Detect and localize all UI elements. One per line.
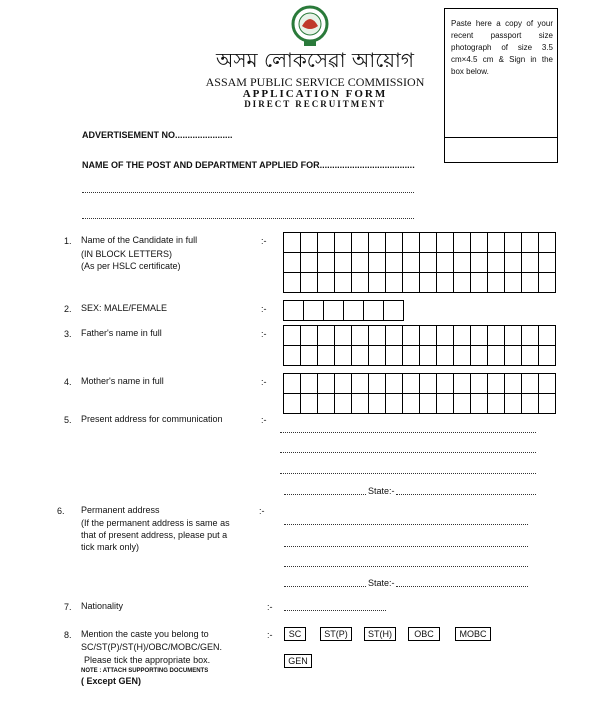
father-name-grid[interactable] [283, 325, 556, 366]
post-line-1[interactable] [82, 192, 414, 193]
letter-cell[interactable] [471, 253, 488, 273]
post-label: NAME OF THE POST AND DEPARTMENT APPLIED FOR...................................... [82, 160, 415, 170]
letter-cell[interactable] [352, 394, 369, 414]
letter-cell[interactable] [522, 394, 539, 414]
letter-cell[interactable] [369, 326, 386, 346]
letter-cell[interactable] [335, 273, 352, 293]
letter-cell[interactable] [301, 394, 318, 414]
letter-cell[interactable] [488, 253, 505, 273]
field-4-separator: :- [261, 377, 267, 387]
letter-cell[interactable] [522, 233, 539, 253]
letter-cell[interactable] [335, 346, 352, 366]
letter-cell[interactable] [335, 394, 352, 414]
caste-option-sth[interactable]: ST(H) [364, 627, 396, 641]
letter-cell[interactable] [403, 233, 420, 253]
letter-cell[interactable] [471, 233, 488, 253]
field-7-label: Nationality [81, 601, 124, 611]
letter-cell[interactable] [384, 301, 404, 321]
letter-cell[interactable] [471, 273, 488, 293]
letter-cell[interactable] [301, 346, 318, 366]
letter-cell[interactable] [335, 326, 352, 346]
field-1-label: Name of the Candidate in full [81, 235, 198, 245]
letter-cell[interactable] [471, 326, 488, 346]
letter-cell[interactable] [284, 301, 304, 321]
letter-cell[interactable] [471, 346, 488, 366]
permanent-state-line[interactable] [396, 586, 528, 587]
field-7-number: 7. [64, 602, 72, 612]
candidate-name-grid[interactable] [283, 232, 556, 293]
letter-cell[interactable] [352, 273, 369, 293]
letter-cell[interactable] [318, 374, 335, 394]
permanent-address-line-3[interactable] [284, 566, 528, 567]
field-8-label: Mention the caste you belong to [81, 629, 209, 639]
letter-cell[interactable] [386, 374, 403, 394]
letter-cell[interactable] [386, 346, 403, 366]
present-address-line-3[interactable] [280, 473, 536, 474]
letter-cell[interactable] [505, 273, 522, 293]
field-8-note-2: ( Except GEN) [81, 676, 142, 686]
letter-cell[interactable] [505, 394, 522, 414]
form-title: APPLICATION FORM [242, 88, 388, 100]
letter-cell[interactable] [539, 346, 556, 366]
field-2-separator: :- [261, 304, 267, 314]
letter-cell[interactable] [301, 326, 318, 346]
field-6-label-2: (If the permanent address is same as [81, 518, 230, 528]
field-3-number: 3. [64, 329, 72, 339]
letter-cell[interactable] [471, 394, 488, 414]
letter-cell[interactable] [488, 346, 505, 366]
letter-cell[interactable] [539, 394, 556, 414]
letter-cell[interactable] [352, 326, 369, 346]
letter-cell[interactable] [386, 273, 403, 293]
letter-cell[interactable] [403, 346, 420, 366]
letter-cell[interactable] [369, 374, 386, 394]
field-2-label: SEX: MALE/FEMALE [81, 303, 168, 313]
present-address-line-1[interactable] [280, 432, 536, 433]
field-1-separator: :- [261, 236, 267, 246]
letter-cell[interactable] [369, 233, 386, 253]
field-6-label-3: that of present address, please put a [81, 530, 228, 540]
letter-cell[interactable] [403, 253, 420, 273]
present-state-label: State:- [368, 486, 395, 496]
letter-cell[interactable] [284, 394, 301, 414]
letter-cell[interactable] [318, 394, 335, 414]
letter-cell[interactable] [420, 326, 437, 346]
letter-cell[interactable] [318, 346, 335, 366]
letter-cell[interactable] [318, 253, 335, 273]
present-state-line[interactable] [396, 494, 536, 495]
letter-cell[interactable] [284, 374, 301, 394]
letter-cell[interactable] [437, 374, 454, 394]
letter-cell[interactable] [386, 233, 403, 253]
letter-cell[interactable] [284, 346, 301, 366]
advertisement-label: ADVERTISEMENT NO....................... [82, 130, 233, 140]
letter-cell[interactable] [488, 273, 505, 293]
letter-cell[interactable] [420, 273, 437, 293]
post-line-2[interactable] [82, 218, 414, 219]
field-6-label: Permanent address [81, 505, 160, 515]
letter-cell[interactable] [488, 326, 505, 346]
letter-cell[interactable] [522, 326, 539, 346]
letter-cell[interactable] [437, 253, 454, 273]
letter-cell[interactable] [420, 233, 437, 253]
present-address-line-4[interactable] [284, 494, 366, 495]
letter-cell[interactable] [437, 273, 454, 293]
letter-cell[interactable] [505, 233, 522, 253]
field-5-label: Present address for communication [81, 414, 223, 424]
field-4-label: Mother's name in full [81, 376, 164, 386]
caste-option-mobc[interactable]: MOBC [455, 627, 491, 641]
letter-cell[interactable] [318, 233, 335, 253]
letter-cell[interactable] [352, 346, 369, 366]
field-1-label-2: (IN BLOCK LETTERS) [81, 249, 173, 259]
commission-emblem [290, 4, 330, 48]
letter-cell[interactable] [284, 253, 301, 273]
letter-cell[interactable] [369, 273, 386, 293]
letter-cell[interactable] [420, 394, 437, 414]
field-8-number: 8. [64, 630, 72, 640]
field-8-label-2: SC/ST(P)/ST(H)/OBC/MOBC/GEN. [81, 642, 223, 652]
photo-box [444, 8, 558, 163]
letter-cell[interactable] [420, 253, 437, 273]
letter-cell[interactable] [403, 394, 420, 414]
letter-cell[interactable] [335, 253, 352, 273]
letter-cell[interactable] [454, 253, 471, 273]
letter-cell[interactable] [403, 374, 420, 394]
field-5-separator: :- [261, 415, 267, 425]
field-3-separator: :- [261, 329, 267, 339]
letter-cell[interactable] [437, 346, 454, 366]
letter-cell[interactable] [522, 253, 539, 273]
field-3-label: Father's name in full [81, 328, 162, 338]
permanent-address-line-1[interactable] [284, 524, 528, 525]
letter-cell[interactable] [454, 394, 471, 414]
letter-cell[interactable] [386, 326, 403, 346]
letter-cell[interactable] [318, 273, 335, 293]
letter-cell[interactable] [352, 374, 369, 394]
field-1-label-3: (As per HSLC certificate) [81, 261, 181, 271]
field-2-number: 2. [64, 304, 72, 314]
permanent-address-line-2[interactable] [284, 546, 528, 547]
letter-cell[interactable] [344, 301, 364, 321]
form-subtitle: DIRECT RECRUITMENT [244, 99, 386, 109]
letter-cell[interactable] [454, 233, 471, 253]
title-english: ASSAM PUBLIC SERVICE COMMISSION [205, 75, 425, 89]
field-8-note: NOTE : ATTACH SUPPORTING DOCUMENTS [81, 668, 209, 674]
field-1-number: 1. [64, 236, 72, 246]
nationality-line[interactable] [284, 610, 386, 611]
permanent-state-label: State:- [368, 578, 395, 588]
letter-cell[interactable] [386, 394, 403, 414]
letter-cell[interactable] [522, 346, 539, 366]
field-6-label-4: tick mark only) [81, 542, 140, 552]
letter-cell[interactable] [522, 273, 539, 293]
caste-option-obc[interactable]: OBC [408, 627, 440, 641]
letter-cell[interactable] [284, 326, 301, 346]
letter-cell[interactable] [539, 233, 556, 253]
letter-cell[interactable] [488, 374, 505, 394]
present-address-line-2[interactable] [280, 452, 536, 453]
field-5-number: 5. [64, 415, 72, 425]
letter-cell[interactable] [403, 326, 420, 346]
letter-cell[interactable] [301, 253, 318, 273]
letter-cell[interactable] [437, 394, 454, 414]
letter-cell[interactable] [539, 326, 556, 346]
letter-cell[interactable] [539, 253, 556, 273]
mother-name-grid[interactable] [283, 373, 556, 414]
letter-cell[interactable] [284, 273, 301, 293]
letter-cell[interactable] [352, 253, 369, 273]
caste-option-sc[interactable]: SC [284, 627, 306, 641]
letter-cell[interactable] [301, 233, 318, 253]
letter-cell[interactable] [454, 346, 471, 366]
field-7-separator: :- [267, 602, 273, 612]
letter-cell[interactable] [505, 346, 522, 366]
letter-cell[interactable] [505, 253, 522, 273]
letter-cell[interactable] [522, 374, 539, 394]
letter-cell[interactable] [324, 301, 344, 321]
letter-cell[interactable] [454, 273, 471, 293]
letter-cell[interactable] [505, 374, 522, 394]
field-6-separator: :- [259, 506, 265, 516]
letter-cell[interactable] [318, 326, 335, 346]
letter-cell[interactable] [403, 273, 420, 293]
letter-cell[interactable] [352, 233, 369, 253]
field-6-number: 6. [57, 506, 65, 516]
caste-option-gen[interactable]: GEN [284, 654, 312, 668]
photo-instruction: Paste here a copy of your recent passport size photograph of size 3.5 cm×4.5 cm & Sign in the box below. [451, 19, 553, 76]
title-bengali: অসম লোকসেৱা আয়োগ [216, 48, 414, 72]
letter-cell[interactable] [284, 233, 301, 253]
letter-cell[interactable] [304, 301, 324, 321]
letter-cell[interactable] [335, 374, 352, 394]
letter-cell[interactable] [301, 273, 318, 293]
signature-box-divider [445, 137, 557, 138]
letter-cell[interactable] [386, 253, 403, 273]
letter-cell[interactable] [335, 233, 352, 253]
letter-cell[interactable] [420, 346, 437, 366]
permanent-address-line-4[interactable] [284, 586, 366, 587]
letter-cell[interactable] [471, 374, 488, 394]
field-4-number: 4. [64, 377, 72, 387]
field-8-separator: :- [267, 630, 273, 640]
letter-cell[interactable] [454, 326, 471, 346]
letter-cell[interactable] [420, 374, 437, 394]
letter-cell[interactable] [301, 374, 318, 394]
letter-cell[interactable] [437, 233, 454, 253]
field-8-label-3: Please tick the appropriate box. [84, 655, 211, 665]
letter-cell[interactable] [539, 273, 556, 293]
letter-cell[interactable] [488, 394, 505, 414]
letter-cell[interactable] [437, 326, 454, 346]
letter-cell[interactable] [369, 394, 386, 414]
letter-cell[interactable] [369, 253, 386, 273]
letter-cell[interactable] [539, 374, 556, 394]
letter-cell[interactable] [505, 326, 522, 346]
sex-grid[interactable] [283, 300, 404, 321]
caste-option-stp[interactable]: ST(P) [320, 627, 352, 641]
letter-cell[interactable] [369, 346, 386, 366]
letter-cell[interactable] [364, 301, 384, 321]
letter-cell[interactable] [488, 233, 505, 253]
letter-cell[interactable] [454, 374, 471, 394]
